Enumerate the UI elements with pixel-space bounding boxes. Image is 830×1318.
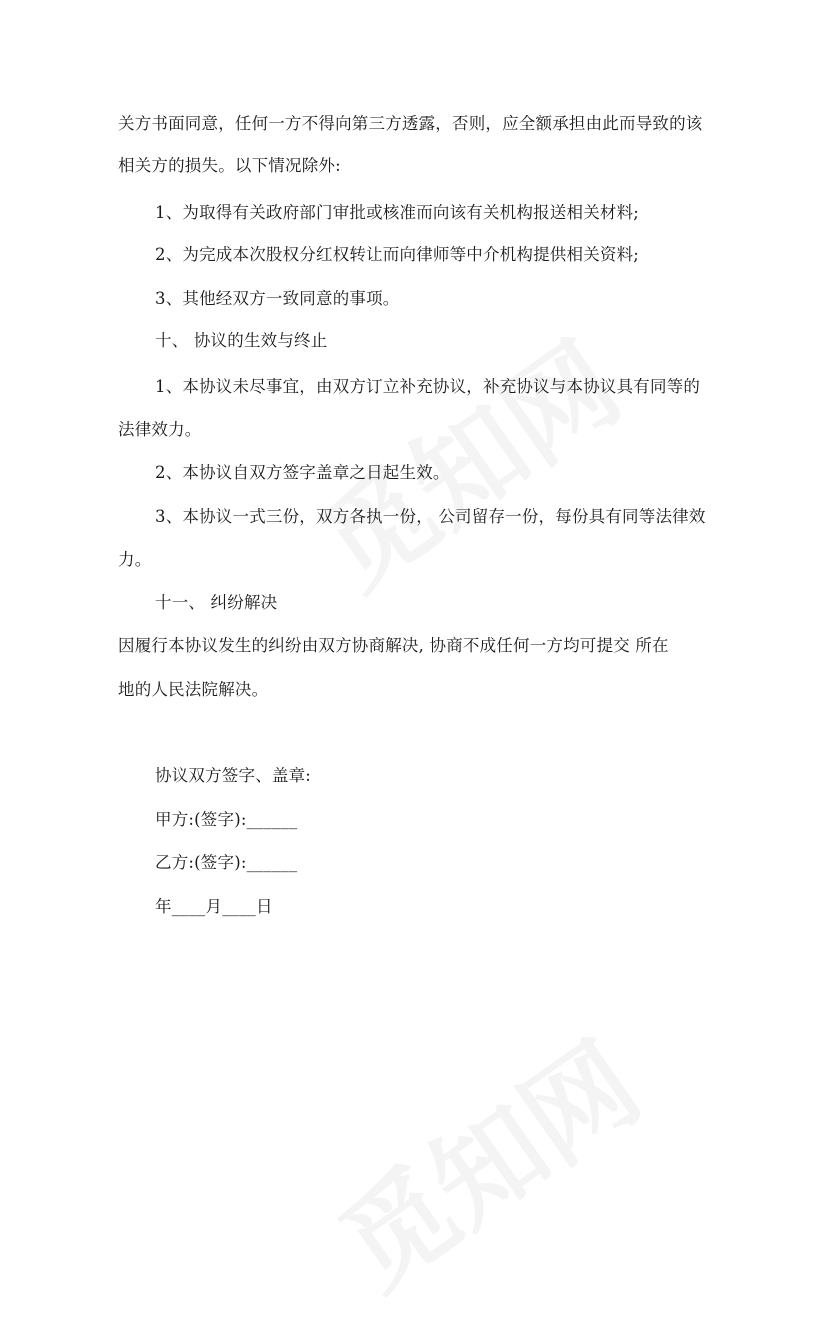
party-b-signature: 乙方:(签字):______ bbox=[155, 853, 298, 872]
party-a-signature: 甲方:(签字):______ bbox=[155, 810, 298, 829]
list-item: 3、其他经双方一致同意的事项。 bbox=[155, 289, 400, 308]
signature-heading: 协议双方签字、盖章: bbox=[155, 766, 312, 785]
paragraph-line: 力。 bbox=[118, 550, 152, 569]
list-item: 1、为取得有关政府部门审批或核准而向该有关机构报送相关材料; bbox=[155, 203, 640, 222]
section-heading: 十、 协议的生效与终止 bbox=[155, 331, 328, 350]
watermark-top bbox=[285, 300, 646, 619]
watermark-bottom bbox=[305, 1000, 666, 1318]
list-item: 2、为完成本次股权分红权转让而向律师等中介机构提供相关资料; bbox=[155, 245, 640, 264]
paragraph-line: 关方书面同意，任何一方不得向第三方透露，否则，应全额承担由此而导致的该 bbox=[118, 114, 703, 133]
section-heading: 十一、 纠纷解决 bbox=[155, 593, 278, 612]
list-item: 2、本协议自双方签字盖章之日起生效。 bbox=[155, 463, 450, 482]
list-item: 3、本协议一式三份，双方各执一份， 公司留存一份，每份具有同等法律效 bbox=[155, 507, 706, 526]
paragraph-line: 地的人民法院解决。 bbox=[118, 680, 269, 699]
paragraph-line: 法律效力。 bbox=[118, 420, 202, 439]
signature-date: 年____月____日 bbox=[155, 897, 273, 916]
list-item: 1、本协议未尽事宜，由双方订立补充协议，补充协议与本协议具有同等的 bbox=[155, 377, 701, 396]
paragraph-line: 相关方的损失。以下情况除外: bbox=[118, 156, 341, 175]
paragraph-line: 因履行本协议发生的纠纷由双方协商解决, 协商不成任何一方均可提交 所在 bbox=[118, 636, 669, 655]
